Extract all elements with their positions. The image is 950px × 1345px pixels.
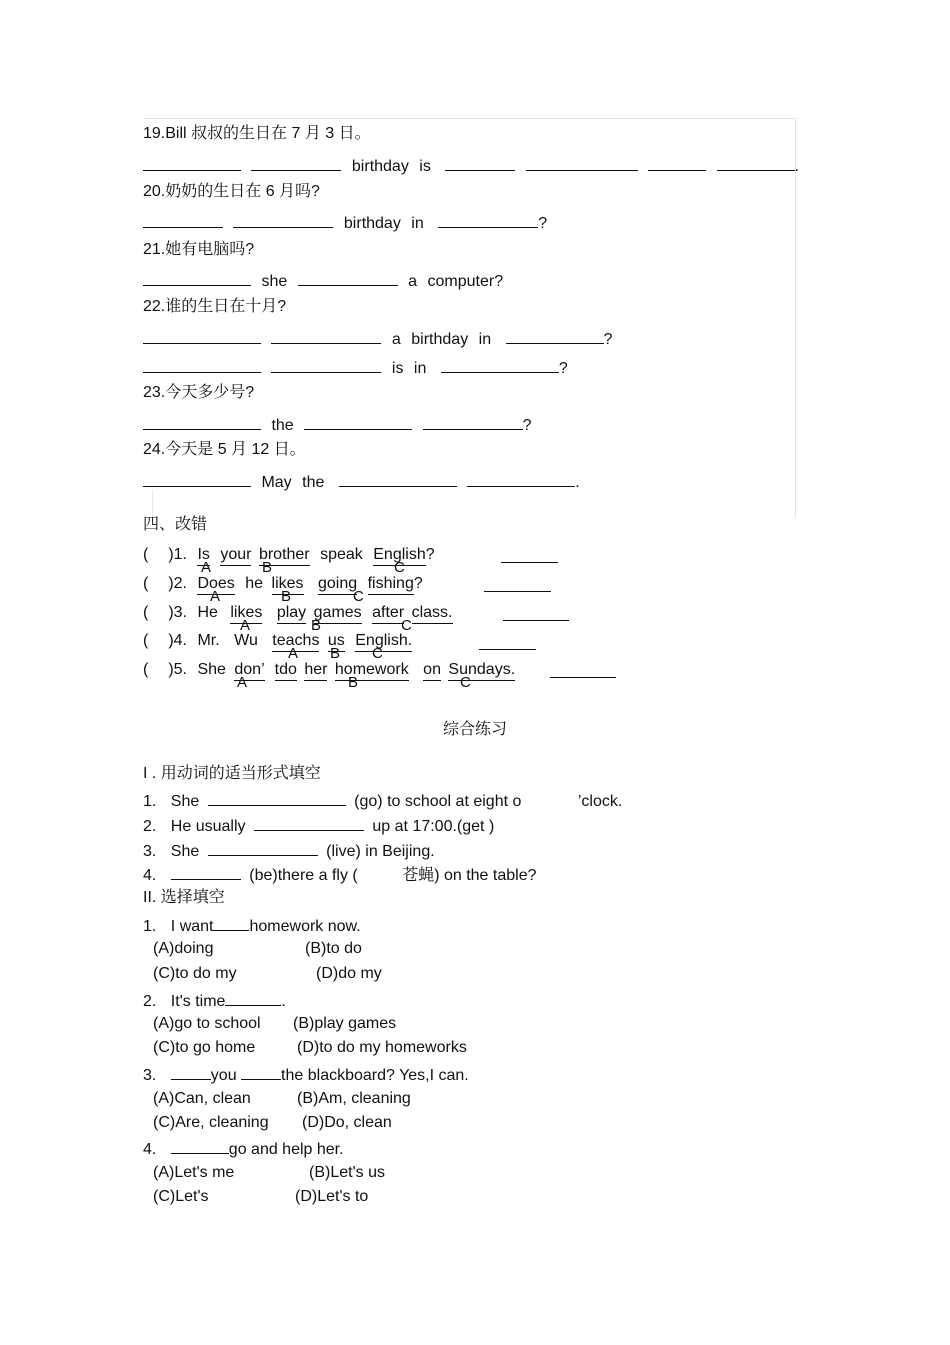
- item-text: He usually: [170, 818, 246, 835]
- punct: ?: [603, 331, 613, 348]
- item-num: 4.: [143, 867, 157, 884]
- word: in: [413, 360, 427, 377]
- mc-option[interactable]: (A)doing: [153, 940, 214, 957]
- word: birthday: [351, 158, 409, 175]
- item-text: you: [210, 1067, 237, 1084]
- word: do: [279, 660, 297, 681]
- word: your: [220, 545, 251, 566]
- word: a: [391, 331, 401, 348]
- blank[interactable]: [208, 840, 318, 856]
- paren: (: [143, 632, 149, 649]
- word: English: [373, 545, 425, 566]
- word: Is: [197, 545, 209, 566]
- option-label: A: [201, 559, 212, 576]
- part1-item-2: [143, 815, 494, 837]
- correction-heading: 四、改错: [143, 516, 208, 533]
- mc-option[interactable]: (C)Are, cleaning: [153, 1114, 269, 1131]
- option-label: C: [401, 617, 412, 634]
- paren: (: [143, 661, 149, 678]
- paren: (: [143, 604, 149, 621]
- q23-prompt: 23.今天多少号?: [143, 384, 255, 401]
- row-num: )2.: [168, 575, 187, 592]
- mc-option[interactable]: (B)play games: [293, 1015, 397, 1032]
- mc-option[interactable]: (D)Let's to: [295, 1188, 369, 1205]
- frame-right-line: [795, 118, 796, 518]
- blank[interactable]: [441, 357, 559, 373]
- word: he: [245, 575, 264, 592]
- item-text: (go) to school at eight o: [354, 793, 522, 810]
- mc-question-3: [143, 1064, 469, 1086]
- word: May: [261, 474, 292, 491]
- word: on: [423, 660, 441, 681]
- option-label: B: [262, 559, 273, 576]
- item-text: (live) in Beijing.: [326, 843, 435, 860]
- blank[interactable]: [171, 1064, 211, 1080]
- word: in: [411, 215, 424, 232]
- answer-line[interactable]: [503, 620, 569, 621]
- blank[interactable]: [251, 155, 341, 171]
- word: birthday: [411, 331, 469, 348]
- item-num: 1.: [143, 918, 157, 935]
- word: class.: [412, 603, 453, 624]
- blank[interactable]: [225, 990, 281, 1006]
- blank[interactable]: [298, 270, 398, 286]
- punct: ?: [522, 417, 532, 434]
- q22-prompt: 22.谁的生日在十月?: [143, 298, 287, 315]
- item-num: 4.: [143, 1141, 157, 1158]
- item-text: She: [170, 793, 200, 810]
- blank[interactable]: [213, 915, 249, 931]
- word: She: [197, 661, 226, 678]
- blank[interactable]: [143, 357, 261, 373]
- word: speak: [320, 546, 363, 563]
- q24-answer-line: [143, 471, 580, 493]
- q19-answer-line: birthday is .: [143, 155, 799, 177]
- word: birthday: [343, 215, 401, 232]
- part1-item-1: [143, 790, 622, 812]
- blank[interactable]: [506, 328, 604, 344]
- q20-answer-line: [143, 212, 547, 234]
- word: brother: [259, 545, 310, 566]
- q22-answer-line-1: [143, 328, 612, 350]
- blank[interactable]: [438, 212, 538, 228]
- practice-title: 综合练习: [442, 721, 507, 738]
- blank[interactable]: [143, 471, 251, 487]
- word: likes: [230, 603, 262, 624]
- q20-prompt: 20.奶奶的生日在 6 月吗?: [143, 183, 320, 200]
- blank[interactable]: [241, 1064, 281, 1080]
- frame-top-line: [143, 118, 796, 119]
- blank[interactable]: [467, 471, 575, 487]
- word: play: [277, 603, 306, 624]
- mc-option[interactable]: (A)Can, clean: [153, 1090, 251, 1107]
- word: Sundays.: [448, 660, 515, 681]
- item-text: go and help her.: [228, 1141, 344, 1158]
- correction-row-1: [143, 545, 435, 566]
- blank[interactable]: [208, 790, 346, 806]
- punct: ?: [413, 575, 423, 592]
- word: after: [372, 603, 404, 624]
- item-num: 3.: [143, 843, 157, 860]
- word: is: [391, 360, 404, 377]
- blank[interactable]: [271, 357, 381, 373]
- item-text: (be)there a fly (: [249, 867, 358, 884]
- item-num: 1.: [143, 793, 157, 810]
- mc-question-2: [143, 990, 286, 1012]
- option-label: B: [311, 617, 322, 634]
- q24-prompt: 24.今天是 5 月 12 日。: [143, 441, 306, 458]
- punct: ?: [558, 360, 568, 377]
- blank[interactable]: [423, 414, 523, 430]
- word: fishing: [368, 574, 414, 595]
- word: a: [408, 273, 418, 290]
- part1-item-4: [143, 864, 537, 886]
- paren: (: [143, 575, 149, 592]
- item-text: It's time: [170, 993, 226, 1010]
- option-label: B: [281, 588, 292, 605]
- q19-prompt: 19.Bill 叔叔的生日在 7 月 3 日。: [143, 125, 371, 142]
- blank[interactable]: [526, 155, 638, 171]
- item-num: 2.: [143, 993, 157, 1010]
- word: the: [302, 474, 325, 491]
- word: games: [314, 603, 362, 624]
- blank[interactable]: [717, 155, 795, 171]
- word: is: [419, 158, 431, 175]
- option-label: C: [372, 645, 383, 662]
- word: teachs: [272, 631, 319, 652]
- mc-option[interactable]: (B)Let's us: [309, 1164, 385, 1181]
- punct: .: [575, 474, 580, 491]
- paren: (: [143, 546, 149, 563]
- item-text: up at 17:00.(get ): [372, 818, 495, 835]
- item-text: 苍蝇) on the table?: [402, 867, 537, 884]
- q21-answer-line: [143, 270, 503, 292]
- punct: ?: [538, 215, 548, 232]
- word: the: [271, 417, 294, 434]
- row-num: )1.: [168, 546, 187, 563]
- mc-option[interactable]: (C)to go home: [153, 1039, 256, 1056]
- word: He: [197, 604, 218, 621]
- punct: ?: [425, 546, 435, 563]
- option-label: C: [394, 559, 405, 576]
- row-num: )5.: [168, 661, 187, 678]
- item-text: the blackboard? Yes,I can.: [281, 1067, 469, 1084]
- blank[interactable]: [143, 414, 261, 430]
- option-label: A: [237, 674, 248, 691]
- mc-question-4: [143, 1138, 344, 1160]
- part1-heading: I . 用动词的适当形式填空: [143, 765, 321, 782]
- mc-option[interactable]: (B)to do: [305, 940, 362, 957]
- q22-answer-line-2: [143, 357, 568, 379]
- word: t: [275, 660, 279, 681]
- blank[interactable]: [143, 155, 241, 171]
- blank[interactable]: [271, 328, 381, 344]
- mc-question-1: [143, 915, 361, 937]
- word: going: [318, 574, 357, 595]
- mc-option[interactable]: (D)do my: [316, 965, 382, 982]
- blank[interactable]: [143, 270, 251, 286]
- mc-option[interactable]: (B)Am, cleaning: [297, 1090, 411, 1107]
- word: us: [328, 631, 345, 652]
- blank[interactable]: [304, 414, 412, 430]
- blank[interactable]: [445, 155, 515, 171]
- part2-heading: II. 选择填空: [143, 889, 225, 906]
- q21-prompt: 21.她有电脑吗?: [143, 241, 255, 258]
- option-label: A: [210, 588, 221, 605]
- option-label: C: [353, 588, 364, 605]
- blank[interactable]: [143, 212, 223, 228]
- option-label: A: [240, 617, 251, 634]
- word: her: [304, 660, 327, 681]
- blank[interactable]: [233, 212, 333, 228]
- option-label: C: [460, 674, 471, 691]
- item-num: 3.: [143, 1067, 157, 1084]
- mc-option[interactable]: (A)Let's me: [153, 1164, 235, 1181]
- word: Mr.: [197, 632, 220, 649]
- option-label: B: [330, 645, 341, 662]
- option-label: A: [288, 645, 299, 662]
- item-text: She: [170, 843, 200, 860]
- answer-line[interactable]: [484, 591, 551, 592]
- blank[interactable]: [254, 815, 364, 831]
- mc-option[interactable]: (D)Do, clean: [302, 1114, 392, 1131]
- answer-line[interactable]: [501, 562, 558, 563]
- word: computer?: [427, 273, 504, 290]
- word: she: [261, 273, 288, 290]
- blank[interactable]: [648, 155, 706, 171]
- answer-line[interactable]: [479, 649, 536, 650]
- blank[interactable]: [171, 1138, 229, 1154]
- mc-option[interactable]: (C)to do my: [153, 965, 237, 982]
- word: Wu: [234, 632, 258, 649]
- row-num: )3.: [168, 604, 187, 621]
- blank[interactable]: [339, 471, 457, 487]
- q23-answer-line: [143, 414, 532, 436]
- part1-item-3: [143, 840, 435, 862]
- mc-option[interactable]: (A)go to school: [153, 1015, 261, 1032]
- mc-option[interactable]: (D)to do my homeworks: [297, 1039, 467, 1056]
- item-num: 2.: [143, 818, 157, 835]
- blank[interactable]: [171, 864, 241, 880]
- item-text: I want: [170, 918, 214, 935]
- option-label: B: [348, 674, 359, 691]
- item-text: .: [281, 993, 286, 1010]
- answer-line[interactable]: [550, 677, 616, 678]
- word: English.: [355, 631, 412, 652]
- word: don’: [234, 660, 264, 681]
- word: Does: [197, 574, 234, 595]
- row-num: )4.: [168, 632, 187, 649]
- word: in: [478, 331, 492, 348]
- blank[interactable]: [143, 328, 261, 344]
- item-text: ’clock.: [577, 793, 623, 810]
- word: homework: [335, 660, 409, 681]
- word: likes: [272, 574, 304, 595]
- mc-option[interactable]: (C)Let's: [153, 1188, 209, 1205]
- item-text: homework now.: [249, 918, 361, 935]
